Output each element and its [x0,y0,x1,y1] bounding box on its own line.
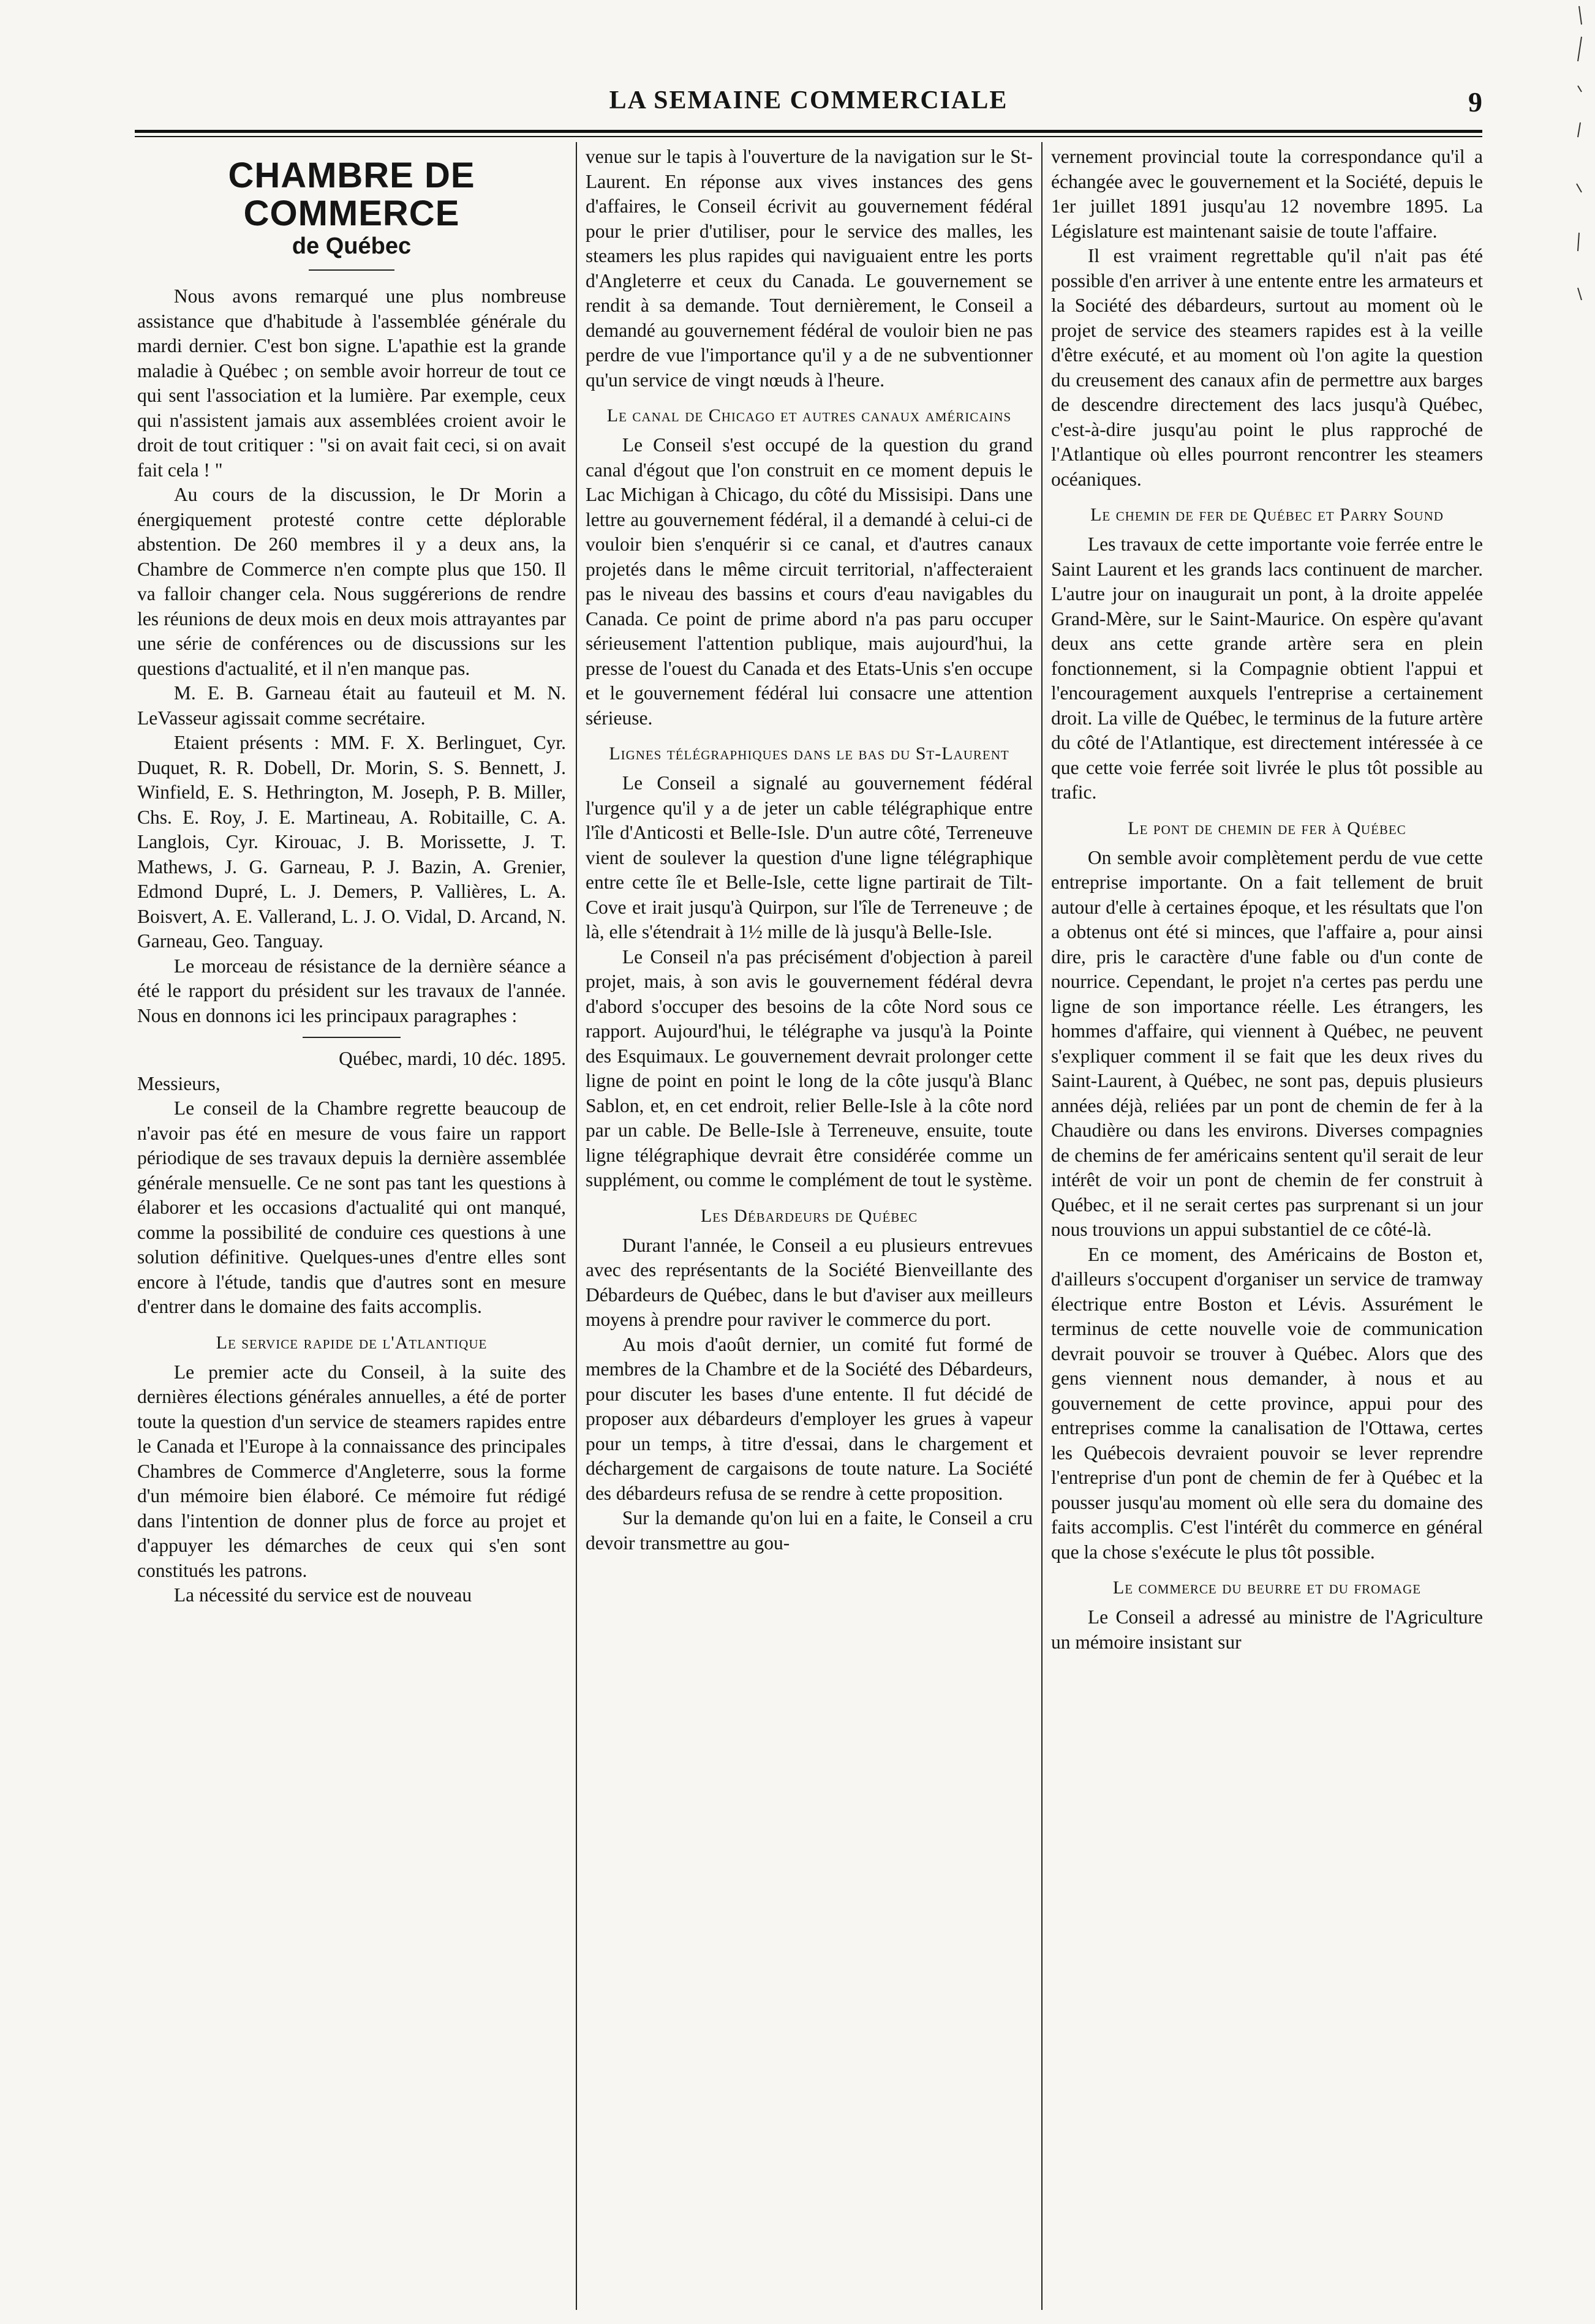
scan-edge-marks [1567,0,1591,343]
paragraph: vernement provincial toute la correspondance qu'il a échangée avec le gouvernement et la Société, depuis le 1er juillet 1891 jusqu'au 12 novembre 1895. La Législature est maintenant saisie de toute l'affaire. [1051,146,1483,242]
paragraph: Etaient présents : MM. F. X. Berlinguet, Cyr. Duquet, R. R. Dobell, Dr. Morin, S. S. Bennett, J. Winfield, E. S. Hethrington, M. Joseph, P. B. Miller, Chs. E. Roy, J. E. Martineau, A. Robitaille, C. A. Langlois, Cyr. Kirouac, J. B. Morissette, J. T. Mathews, J. G. Garneau, P. J. Bazin, A. Grenier, Edmond Dupré, L. J. Demers, P. Vallières, L. A. Boisvert, A. E. Vallerand, L. J. O. Vidal, D. Arcand, N. Garneau, Geo. Tanguay. [137,732,566,952]
section-heading: Lignes télégraphiques dans le bas du St-Laurent [609,743,1009,764]
paragraph: Le conseil de la Chambre regrette beaucoup de n'avoir pas été en mesure de vous faire un rapport périodique de ses travaux depuis la dernière assemblée générale mensuelle. Ce ne sont pas tant les questions à élaborer et les occasions d'actualité qui ont manqué, comme la possibilité de conduire ces questions à une solution définitive. Quelques-unes d'entre elles sont encore à l'étude, tandis que d'autres sont en mesure d'entrer dans le domaine des faits accomplis. [137,1097,566,1317]
paragraph: Le Conseil a signalé au gouvernement fédéral l'urgence qu'il y a de jeter un cable télégraphique entre l'île d'Anticosti et Belle-Isle. D'un autre côté, Terreneuve vient de soulever la question d'une ligne télégraphique entre cette île et Belle-Isle, cette ligne partirait de Tilt-Cove et irait jusqu'à Quirpon, sur l'île de Terreneuve ; de là, elle s'étendrait à 1½ mille de là jusqu'à Belle-Isle. [586,772,1033,942]
paragraph: Le Conseil n'a pas précisément d'objection à pareil projet, mais, à son avis le gouvernement fédéral devra d'abord s'occuper des besoins de la côte Nord sous ce rapport. Aujourd'hui, le télégraphe va jusqu'à la Pointe des Esquimaux. Le gouvernement devrait prolonger cette ligne de point en point le long de la côte jusqu'à Blanc Sablon, et, en cet endroit, relier Belle-Isle à la côte nord par un cable. De Belle-Isle à Terreneuve, ensuite, toute ligne télégraphique devrait être considérée comme un supplément, ou comme le complément de tout le système. [586,946,1033,1190]
paragraph: Au cours de la discussion, le Dr Morin a énergiquement protesté contre cette déplorable abstention. De 260 membres il y a deux ans, la Chambre de Commerce n'en compte plus que 150. Il va falloir changer cela. Nous suggérerions de rendre les réunions de deux mois en deux mois attrayantes par une série de conférences ou de discussions sur les questions d'actualité, et il n'en manque pas. [137,484,566,679]
paragraph: Durant l'année, le Conseil a eu plusieurs entrevues avec des représentants de la Société Bienveillante des Débardeurs de Québec, dans le but d'aviser aux meilleurs moyens à prendre pour raviver le commerce du port. [586,1234,1033,1330]
title-rule [309,269,394,271]
section-rule [303,1037,401,1038]
section-heading: Le commerce du beurre et du fromage [1112,1578,1422,1598]
dateline: Québec, mardi, 10 déc. 1895. [339,1048,566,1069]
paragraph: En ce moment, des Américains de Boston et, d'ailleurs s'occupent d'organiser un service de tramway électrique entre Boston et Lévis. Assurément le terminus de cette nouvelle voie de communication devrait pouvoir se trouver à Québec. Alors que des gens viennent nous demander, à nous et au gouvernement de cette province, appui pour des entreprises comme la canalisation de l'Ottawa, certes les Québecois devraient pouvoir se lever reprendre l'entreprise d'un pont de chemin de fer à Québec et la pousser jusqu'au moment où elle sera du domaine des faits accomplis. C'est l'intérêt du commerce en général que la chose s'exécute le plus tôt possible. [1051,1243,1483,1563]
column-2 [586,145,1033,2315]
paragraph: Le Conseil a adressé au ministre de l'Agriculture un mémoire insistant sur [1051,1606,1483,1653]
paragraph: On semble avoir complètement perdu de vue cette entreprise importante. On a fait tellement de bruit autour d'elle à certaines époque, et les résultats que l'on a obtenus ont été si minces, que l'affaire a, pour ainsi dire, pris le caractère d'une fable ou d'un conte de nourrice. Cependant, le projet n'a certes pas perdu une ligne de son importance réelle. Les étrangers, les hommes d'affaire, qui viennent à Québec, ne peuvent s'expliquer comment il se fait que les deux rives du Saint-Laurent, à Québec, ne sont pas, depuis plusieurs années déjà, reliées par un pont de chemin de fer à la Chaudière ou dans les environs. Diverses compagnies de chemins de fer américains sentent qu'il serait de leur intérêt de voir un pont de chemin de fer construit à Québec, et il ne serait certes pas surprenant si un jour nous trouvions un appui substantiel de ce côté-là. [1051,846,1483,1240]
running-title: LA SEMAINE COMMERCIALE [609,86,1008,115]
column-3 [1051,145,1483,2315]
column-divider [576,142,577,2310]
section-heading: Le service rapide de l'Atlantique [216,1332,488,1353]
article-subtitle: de Québec [292,233,412,259]
header-rule [135,130,1482,133]
section-heading: Le pont de chemin de fer à Québec [1128,818,1406,838]
paragraph: Sur la demande qu'on lui en a faite, le Conseil a cru devoir transmettre au gou- [586,1507,1033,1554]
column-1 [137,145,566,2315]
paragraph: La nécessité du service est de nouveau [173,1584,472,1606]
section-heading: Les Débardeurs de Québec [700,1205,918,1226]
paragraph: Le premier acte du Conseil, à la suite des dernières élections générales annuelles, a été de porter toute la question d'un service de steamers rapides entre le Canada et l'Europe à la connaissance des principales Chambres de Commerce d'Angleterre, sous la forme d'un mémoire bien élaboré. Ce mémoire fut rédigé dans l'intention de donner plus de force au projet et d'appuyer les démarches de ceux qui s'en sont constitués les patrons. [137,1361,566,1581]
column-divider [1041,142,1043,2310]
article-title: CHAMBRE DE COMMERCE [228,156,475,233]
page-number: 9 [1468,86,1482,118]
paragraph: Le Conseil s'est occupé de la question du grand canal d'égout que l'on construit en ce moment depuis le Lac Michigan à Chicago, du côté du Missisipi. Dans une lettre au gouvernement fédéral, il a demandé à celui-ci de vouloir bien s'enquérir si ce canal, et d'autres canaux projetés dans le même circuit territorial, n'affecteraient pas le niveau des bassins et cours d'eau navigables du Canada. Ce point de prime abord n'a pas paru occuper sérieusement l'attention publique, mais aujourd'hui, la presse de l'ouest du Canada et des Etats-Unis s'en occupe et le gouvernement fédéral lui consacre une attention sérieuse. [586,434,1033,729]
section-heading: Le canal de Chicago et autres canaux américains [606,405,1012,426]
paragraph: M. E. B. Garneau était au fauteuil et M. N. LeVasseur agissait comme secrétaire. [137,682,566,729]
header-rule-thin [135,136,1482,137]
paragraph: Au mois d'août dernier, un comité fut formé de membres de la Chambre et de la Société des Débardeurs, pour discuter les bases d'une entente. Il fut décidé de proposer aux débardeurs d'employer les grues à vapeur pour un temps, à titre d'essai, dans le chargement et déchargement de cargaisons de toute nature. La Société des débardeurs refusa de se rendre à cette proposition. [586,1333,1033,1504]
paragraph: Les travaux de cette importante voie ferrée entre le Saint Laurent et les grands lacs continuent de marcher. L'autre jour on inaugurait un pont, à la droite appelée Grand-Mère, sur le Saint-Maurice. On espère qu'avant deux ans cette grande artère sera en plein fonctionnement, si la Compagnie obtient l'appui et l'encouragement auxquels l'entreprise a certainement droit. La ville de Québec, le terminus de la future artère du côté de l'Atlantique, est directement intéressée à ce que cette voie ferrée soit livrée le plus tôt possible au trafic. [1051,533,1483,803]
paragraph: venue sur le tapis à l'ouverture de la navigation sur le St-Laurent. En réponse aux vives instances des gens d'affaires, le Conseil écrivit au gouvernement fédéral pour le prier d'utiliser, pour le service des malles, les steamers les plus rapides qui naviguaient entre les ports d'Angleterre et ceux du Canada. Le gouvernement se rendit à sa demande. Tout dernièrement, le Conseil a demandé au gouvernement fédéral de vouloir bien ne pas perdre de vue l'importance qu'il y a de ne subventionner qu'un service de vingt nœuds à l'heure. [586,146,1033,391]
paragraph: Il est vraiment regrettable qu'il n'ait pas été possible d'en arriver à une entente entre les armateurs et la Société des débardeurs, surtout au moment où le projet de service des steamers rapides est à la veille d'être exécuté, et au moment où l'on agite la question du creusement des canaux afin de permettre aux barges de descendre directement des lacs jusqu'à Québec, c'est-à-dire jusqu'au point le plus rapproché de l'Atlantique où elles pourront rencontrer les steamers océaniques. [1051,245,1483,490]
salutation: Messieurs, [137,1072,221,1094]
paragraph: Nous avons remarqué une plus nombreuse assistance que d'habitude à l'assemblée générale du mardi dernier. C'est bon signe. L'apathie est la grande maladie à Québec ; on semble avoir horreur de tout ce qui sent l'association et la lumière. Par exemple, ceux qui n'assistent jamais aux assemblées croient avoir le droit de tout critiquer : "si on avait fait ceci, si on avait fait cela ! " [137,285,566,481]
paragraph: Le morceau de résistance de la dernière séance a été le rapport du président sur les travaux de l'année. Nous en donnons ici les principaux paragraphes : [137,955,566,1026]
section-heading: Le chemin de fer de Québec et Parry Sound [1090,505,1444,525]
page-header [135,86,1482,122]
